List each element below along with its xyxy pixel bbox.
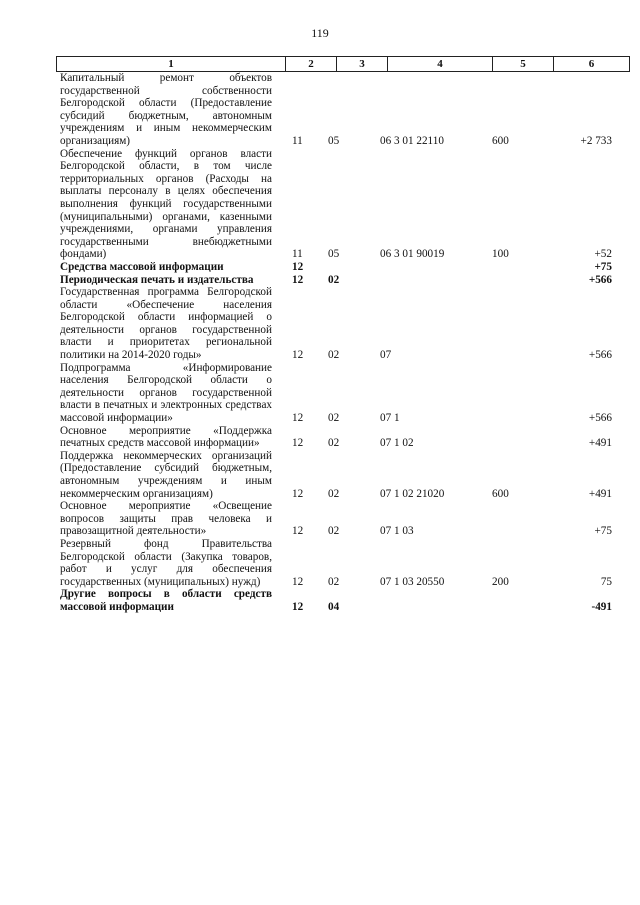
row-target-code: 06 3 01 22110: [380, 134, 444, 147]
row-section: 12: [292, 600, 304, 613]
table-row: [60, 425, 620, 450]
header-col-6: 6: [588, 58, 595, 70]
page-number: 119: [311, 26, 329, 40]
row-section: 12: [292, 575, 304, 588]
header-col-1: 1: [57, 57, 286, 71]
row-amount: +491: [588, 437, 612, 450]
row-section: 12: [292, 487, 304, 500]
row-name: Государственная программа Белгородской области «Обеспечение населения Белгородской области информацией о деятельности органов государственной власти и приоритетах региональной политики на 2014-2020 годы»: [60, 286, 272, 362]
row-section: 12: [292, 349, 304, 362]
header-col-3: 3: [337, 57, 388, 71]
header-col-2: 2: [286, 57, 337, 71]
row-section: 12: [292, 525, 304, 538]
row-name: Основное мероприятие «Поддержка печатных средств массовой информации»: [60, 424, 272, 450]
row-section: 12: [292, 260, 304, 273]
table-row: [60, 538, 620, 588]
row-name: Капитальный ремонт объектов государственной собственности Белгородской области (Предоставление субсидий бюджетным, автономным учреждениям и иным некоммерческим организациям): [60, 72, 272, 147]
row-target-code: 07 1 02 21020: [380, 487, 445, 500]
row-target-code: 07 1: [380, 412, 400, 425]
row-section: 12: [292, 437, 304, 450]
row-name: Основное мероприятие «Освещение вопросов защиты прав человека и правозащитной деятельности»: [60, 500, 272, 538]
row-target-code: 07: [380, 349, 392, 362]
row-amount: +566: [588, 349, 612, 362]
table-row: [60, 148, 620, 261]
row-target-code: 06 3 01 90019: [380, 248, 445, 261]
row-amount: 75: [600, 575, 612, 588]
row-subsection: 02: [328, 437, 340, 450]
table-row: [60, 362, 620, 425]
row-target-code: 07 1 03 20550: [380, 575, 445, 588]
row-expense-type: 600: [492, 487, 509, 500]
table-row: [60, 500, 620, 538]
row-subsection: 04: [328, 600, 340, 613]
row-subsection: 02: [328, 349, 340, 362]
row-name: Поддержка некоммерческих организаций (Предоставление субсидий бюджетным, автономным учреждениям и иным некоммерческим организациям): [60, 449, 272, 500]
row-name: Подпрограмма «Информирование населения Белгородской области о деятельности органов государственной власти в печатных и электронных средствах массовой информации»: [60, 361, 272, 425]
row-expense-type: 100: [492, 248, 509, 261]
row-subsection: 05: [328, 134, 340, 147]
row-amount: +566: [588, 273, 612, 286]
header-col-5: 5: [493, 57, 554, 71]
row-name: Периодическая печать и издательства: [60, 273, 254, 286]
row-target-code: 07 1 02: [380, 437, 414, 450]
row-subsection: 02: [328, 575, 340, 588]
row-amount: -491: [591, 600, 612, 613]
table-row: [60, 261, 620, 274]
table-row: [60, 450, 620, 500]
row-subsection: 02: [328, 273, 340, 286]
row-subsection: 02: [328, 525, 340, 538]
row-amount: +491: [588, 487, 612, 500]
row-amount: +566: [588, 412, 612, 425]
row-section: 12: [292, 273, 304, 286]
row-amount: +2 733: [580, 134, 612, 147]
table-row: [60, 72, 620, 148]
row-section: 12: [292, 412, 304, 425]
table-row: [60, 588, 620, 613]
row-section: 11: [292, 134, 303, 147]
row-subsection: 05: [328, 248, 340, 261]
table-row: [60, 274, 620, 287]
row-section: 11: [292, 248, 303, 261]
table-body: [60, 72, 620, 614]
row-expense-type: 200: [492, 575, 509, 588]
table-header: [56, 56, 630, 72]
row-target-code: 07 1 03: [380, 525, 414, 538]
row-name: Другие вопросы в области средств массовой информации: [60, 588, 272, 613]
header-col-4: 4: [388, 57, 493, 71]
row-amount: +52: [594, 248, 612, 261]
row-subsection: 02: [328, 487, 340, 500]
row-amount: +75: [594, 260, 612, 273]
table-row: [60, 286, 620, 362]
row-amount: +75: [594, 525, 612, 538]
row-expense-type: 600: [492, 134, 509, 147]
row-name: Резервный фонд Правительства Белгородской области (Закупка товаров, работ и услуг для обеспечения государственных (муниципальных) нужд): [60, 537, 272, 588]
row-name: Средства массовой информации: [60, 260, 224, 273]
row-subsection: 02: [328, 412, 340, 425]
row-name: Обеспечение функций органов власти Белгородской области, в том числе территориальных органов (Расходы на выплаты персоналу в целях обеспечения выполнения функций государственными (муниципальными) органами, казенными учреждениями, органами управления государственными внебюджетными фондами): [60, 147, 272, 261]
